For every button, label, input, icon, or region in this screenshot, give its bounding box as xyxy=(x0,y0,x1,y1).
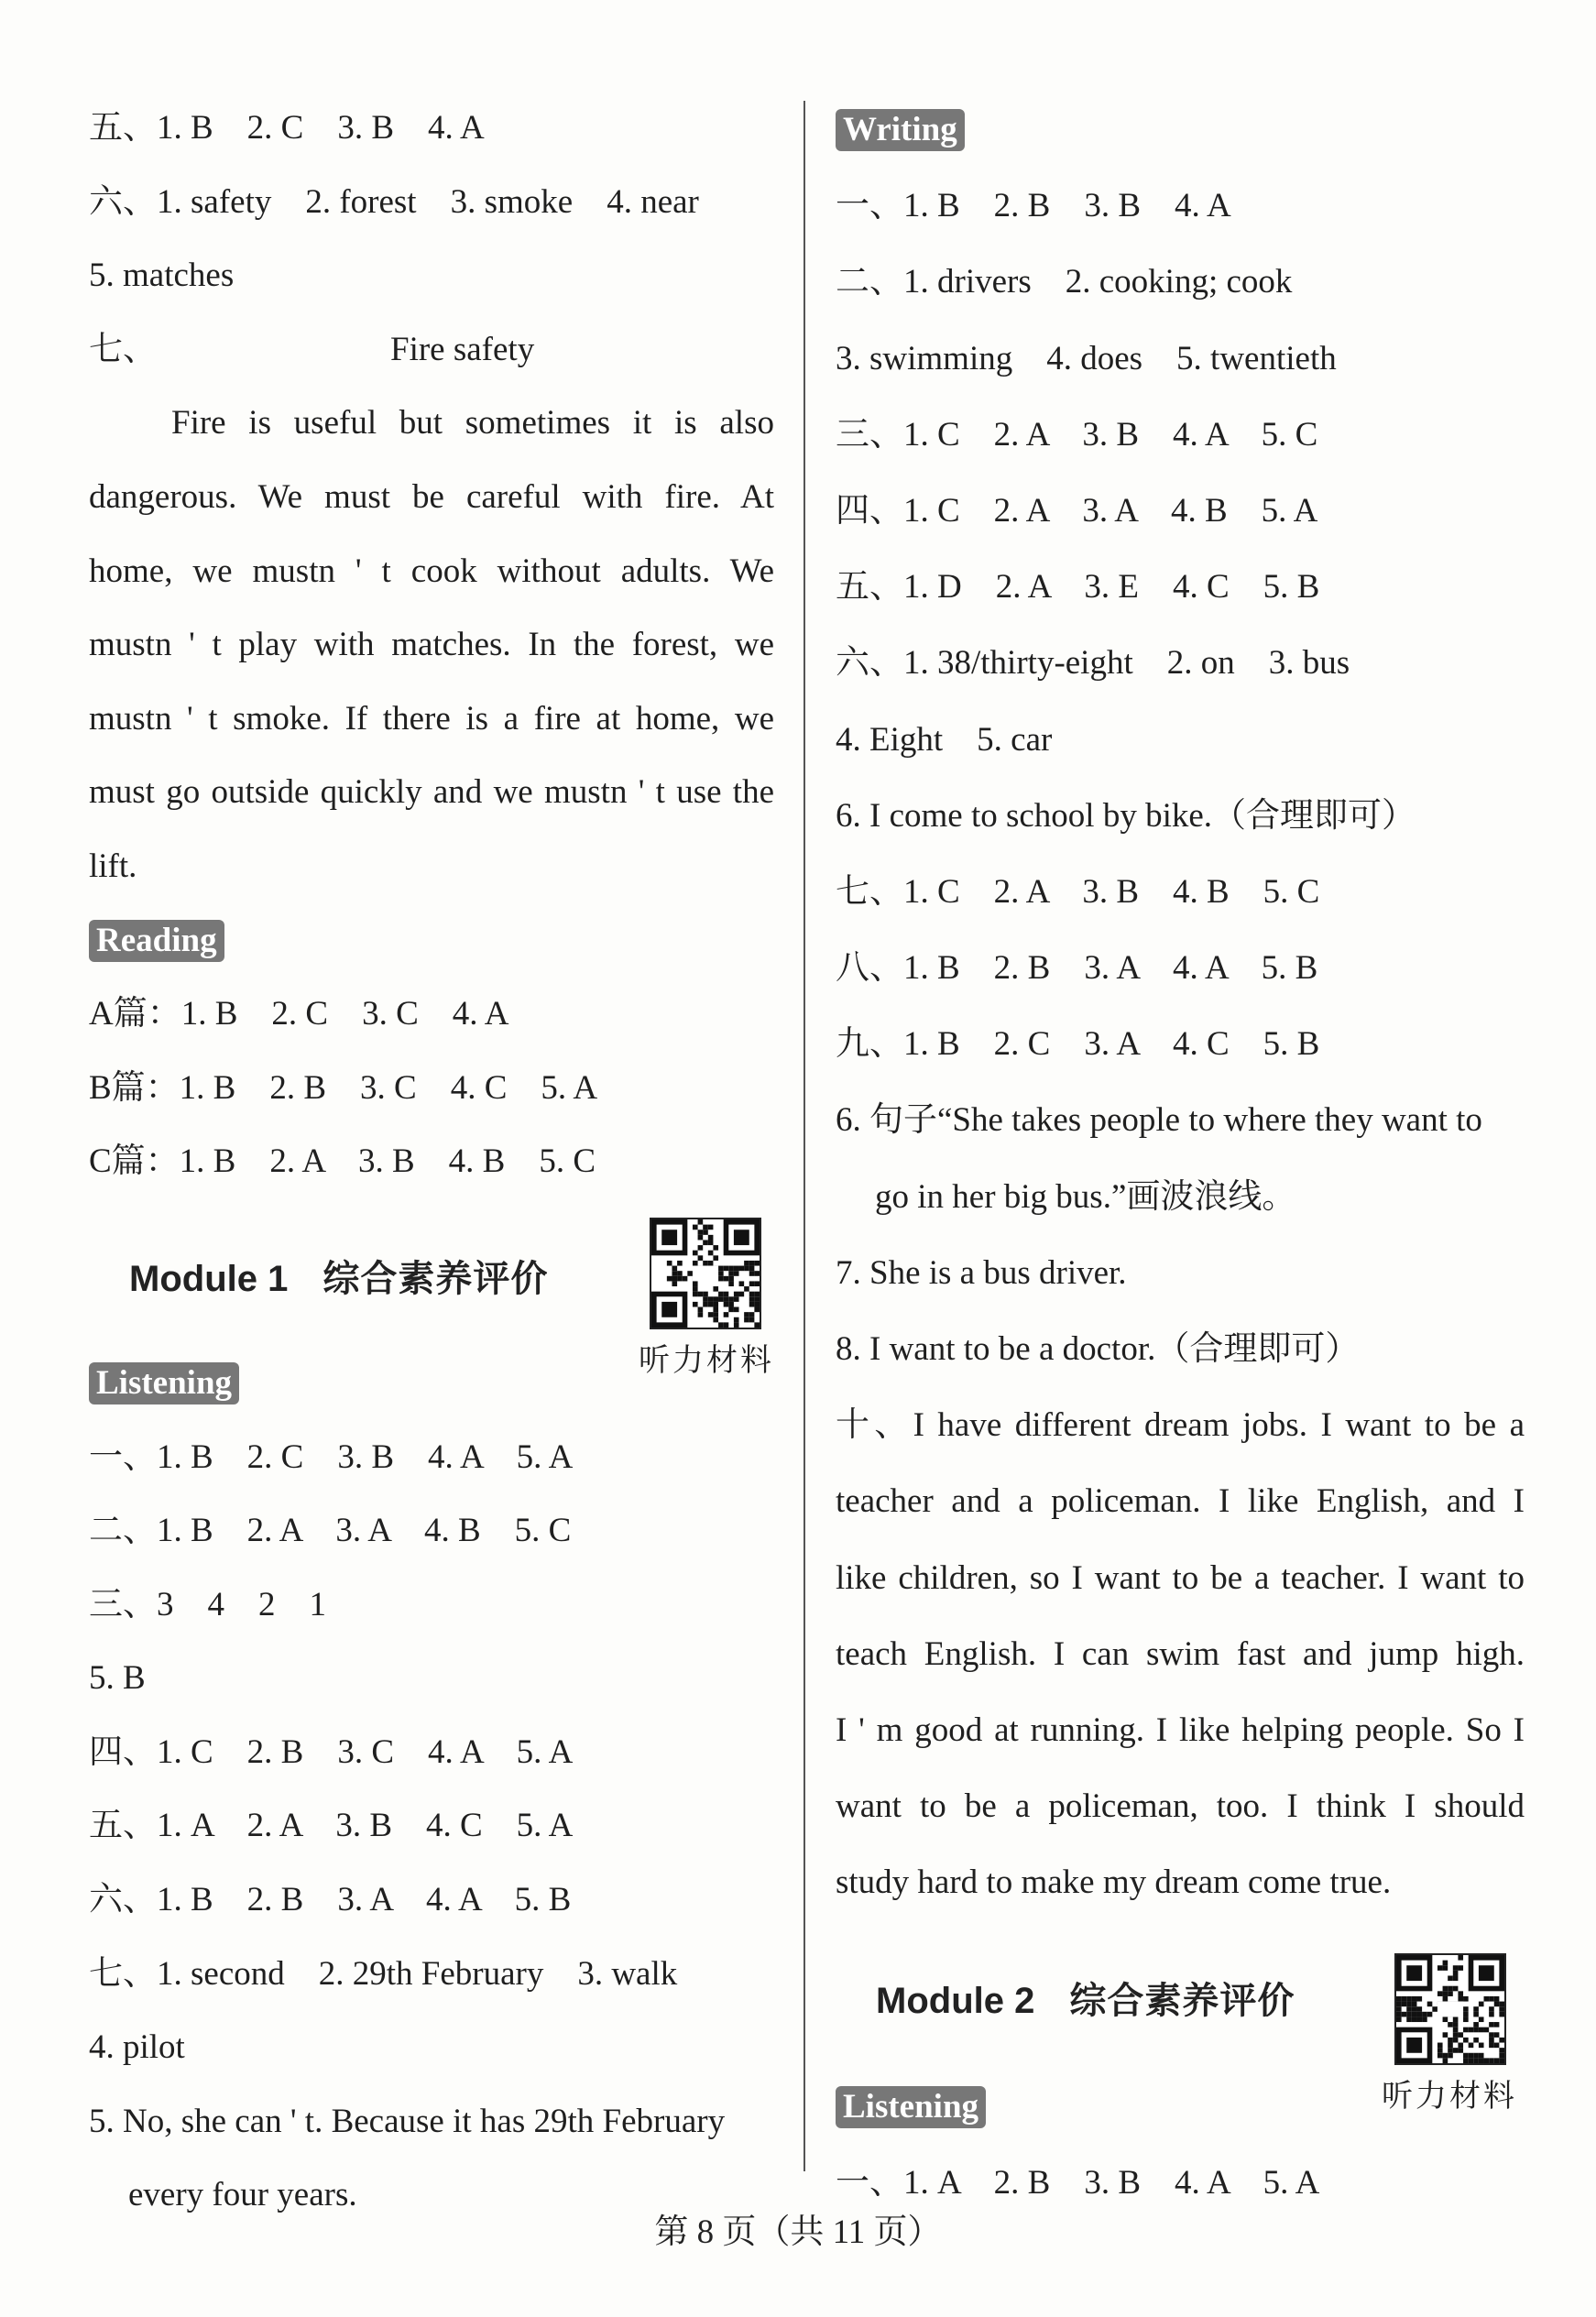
column-divider xyxy=(803,101,805,2171)
essay-line: must go outside quickly and we mustn ' t use the xyxy=(89,773,774,812)
answer-line: 六、1. 38/thirty-eight 2. on 3. bus xyxy=(836,644,1350,683)
essay-line: mustn ' t play with matches. In the forest, we xyxy=(89,626,774,664)
listening-tag: Listening xyxy=(89,1362,239,1404)
answer-line: 5. B xyxy=(89,1659,146,1698)
writing-section-header xyxy=(836,92,1525,168)
qr-code-icon[interactable] xyxy=(1394,1953,1506,2065)
answer-line: 五、1. A 2. A 3. B 4. C 5. A xyxy=(89,1807,574,1845)
answer-line: 一、1. B 2. B 3. B 4. A xyxy=(836,187,1231,225)
answer-line: 四、1. C 2. B 3. C 4. A 5. A xyxy=(89,1732,574,1771)
module-title xyxy=(129,1250,548,1302)
answer-line: C篇：1. B 2. A 3. B 4. B 5. C xyxy=(89,1142,596,1181)
essay-line: 十、I have different dream jobs. I want to be a xyxy=(836,1406,1525,1445)
essay-line: teach English. I can swim fast and jump high. xyxy=(836,1634,1525,1673)
reading-section-header xyxy=(89,904,774,978)
essay-line: study hard to make my dream come true. xyxy=(836,1863,1392,1902)
essay-line: like children, so I want to be a teacher. I want to xyxy=(836,1558,1525,1597)
answer-line: 4. Eight 5. car xyxy=(836,720,1053,759)
listening-tag: Listening xyxy=(836,2086,986,2128)
essay-line: home, we mustn ' t cook without adults. We xyxy=(89,552,774,590)
answer-line: 四、1. C 2. A 3. A 4. B 5. A xyxy=(836,491,1318,530)
answer-line: 6. I come to school by bike.（合理即可） xyxy=(836,796,1416,835)
left-column xyxy=(89,92,774,2233)
answer-line: 五、1. D 2. A 3. E 4. C 5. B xyxy=(836,568,1320,607)
answer-line: 一、1. B 2. C 3. B 4. A 5. A xyxy=(89,1437,574,1476)
essay-line: lift. xyxy=(89,847,137,885)
answer-line: 5. No, she can ' t. Because it has 29th February xyxy=(89,2102,726,2140)
essay-title-line xyxy=(89,313,774,388)
answer-line: 六、1. safety 2. forest 3. smoke 4. near xyxy=(89,182,699,221)
essay-line: dangerous. We must be careful with fire. At xyxy=(89,477,774,516)
answer-line: 6. 句子“She takes people to where they want to xyxy=(836,1101,1482,1140)
page-footer: 第 8 页（共 11 页） xyxy=(654,2213,942,2251)
essay-line: want to be a policeman, too. I think I should xyxy=(836,1787,1525,1826)
module-1-header xyxy=(89,1199,774,1378)
right-column xyxy=(836,92,1525,2221)
answer-line: 8. I want to be a doctor.（合理即可） xyxy=(836,1330,1360,1368)
answer-line: 九、1. B 2. C 3. A 4. C 5. B xyxy=(836,1025,1320,1064)
reading-tag: Reading xyxy=(89,920,224,962)
answer-line: 5. matches xyxy=(89,257,235,295)
essay-title: Fire safety xyxy=(390,330,535,368)
answer-line: 二、1. B 2. A 3. A 4. B 5. C xyxy=(89,1512,572,1550)
essay-line: teacher and a policeman. I like English, and I xyxy=(836,1482,1525,1521)
answer-line: 三、1. C 2. A 3. B 4. A 5. C xyxy=(836,415,1318,454)
answer-line: 二、1. drivers 2. cooking; cook xyxy=(836,263,1293,301)
answer-line: 3. swimming 4. does 5. twentieth xyxy=(836,339,1337,377)
answer-line: A篇：1. B 2. C 3. C 4. A xyxy=(89,995,509,1033)
answer-line: 7. She is a bus driver. xyxy=(836,1253,1127,1292)
qr-caption: 听力材料 xyxy=(1382,2079,1517,2114)
answer-line: 八、1. B 2. B 3. A 4. A 5. B xyxy=(836,949,1318,988)
module-name: Module 2 xyxy=(876,1980,1035,2021)
answer-line: go in her big bus.”画波浪线。 xyxy=(875,1177,1296,1216)
answer-line: every four years. xyxy=(128,2176,357,2214)
module-subtitle: 综合素养评价 xyxy=(322,1258,549,1299)
module-subtitle: 综合素养评价 xyxy=(1069,1980,1295,2021)
qr-code-icon[interactable] xyxy=(650,1218,761,1329)
answer-line: 一、1. A 2. B 3. B 4. A 5. A xyxy=(836,2163,1320,2202)
essay-line: I ' m good at running. I like helping people. So I xyxy=(836,1710,1525,1749)
answer-line: B篇：1. B 2. B 3. C 4. C 5. A xyxy=(89,1068,598,1107)
writing-tag: Writing xyxy=(836,109,965,151)
answer-line: 七、1. second 2. 29th February 3. walk xyxy=(89,1954,678,1993)
module-name: Module 1 xyxy=(129,1258,289,1299)
answer-line: 五、1. B 2. C 3. B 4. A xyxy=(89,109,485,147)
essay-line: mustn ' t smoke. If there is a fire at home, we xyxy=(89,699,774,738)
answer-line: 三、3 4 2 1 xyxy=(89,1585,326,1623)
module-title xyxy=(876,1972,1295,2024)
essay-line: Fire is useful but sometimes it is also xyxy=(171,404,774,443)
section-label: 七、 xyxy=(89,330,157,368)
answer-line: 七、1. C 2. A 3. B 4. B 5. C xyxy=(836,872,1320,911)
answer-line: 六、1. B 2. B 3. A 4. A 5. B xyxy=(89,1881,572,1919)
qr-caption: 听力材料 xyxy=(639,1343,774,1378)
answer-line: 4. pilot xyxy=(89,2028,185,2067)
